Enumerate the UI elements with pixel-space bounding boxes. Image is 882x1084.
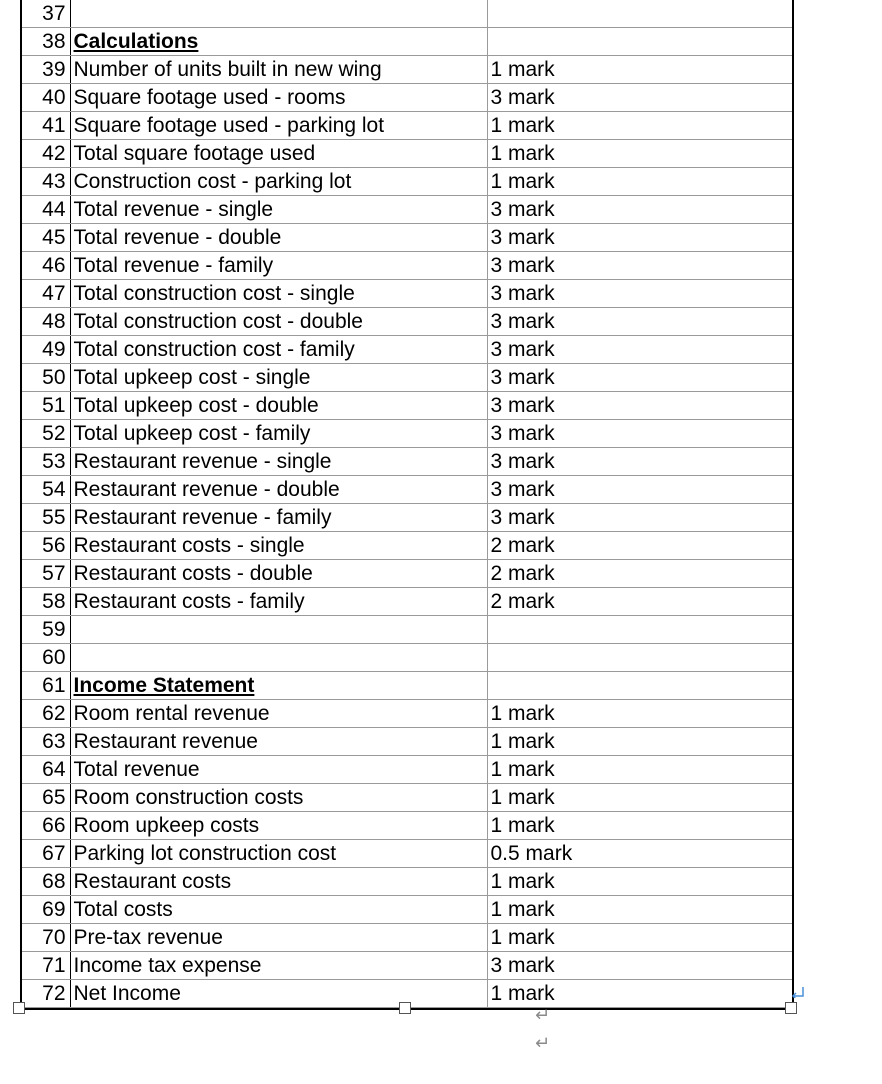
mark-value-cell[interactable]: 1 mark	[487, 868, 792, 896]
row-number: 54	[22, 476, 70, 504]
mark-value-cell[interactable]: 1 mark	[487, 812, 792, 840]
item-label: Number of units built in new wing	[73, 58, 382, 81]
mark-value-cell[interactable]: 3 mark	[487, 280, 792, 308]
item-label-cell[interactable]	[70, 56, 487, 84]
item-label: Total square footage used	[73, 142, 316, 165]
item-label-cell[interactable]	[70, 560, 487, 588]
mark-value-cell[interactable]: 2 mark	[487, 532, 792, 560]
item-label: Total costs	[73, 898, 173, 921]
table-row	[22, 448, 792, 476]
row-number: 38	[22, 28, 70, 56]
table-row	[22, 504, 792, 532]
table-row	[22, 196, 792, 224]
row-number: 60	[22, 644, 70, 672]
item-label-cell[interactable]	[70, 924, 487, 952]
mark-value-cell[interactable]: 3 mark	[487, 504, 792, 532]
row-number: 40	[22, 84, 70, 112]
mark-value-cell[interactable]: 3 mark	[487, 336, 792, 364]
row-number: 37	[22, 0, 70, 28]
row-number: 56	[22, 532, 70, 560]
item-label-cell[interactable]	[70, 168, 487, 196]
section-heading-cell[interactable]	[70, 28, 487, 56]
item-label-cell[interactable]	[70, 784, 487, 812]
item-label-cell[interactable]	[70, 588, 487, 616]
row-number: 66	[22, 812, 70, 840]
mark-value-cell[interactable]: 3 mark	[487, 952, 792, 980]
cell-end-marker-icon	[791, 986, 805, 998]
row-number: 47	[22, 280, 70, 308]
table-row	[22, 392, 792, 420]
mark-value-cell[interactable]: 1 mark	[487, 728, 792, 756]
row-number: 59	[22, 616, 70, 644]
mark-value-cell[interactable]: 1 mark	[487, 980, 792, 1008]
table-row	[22, 924, 792, 952]
item-label: Construction cost - parking lot	[73, 170, 352, 193]
row-number: 42	[22, 140, 70, 168]
item-label: Restaurant costs - family	[73, 590, 305, 613]
row-number: 62	[22, 700, 70, 728]
row-number: 69	[22, 896, 70, 924]
item-label: Total construction cost - single	[73, 282, 355, 305]
item-label-cell[interactable]	[70, 952, 487, 980]
table-row	[22, 700, 792, 728]
row-number: 65	[22, 784, 70, 812]
mark-value-cell[interactable]: 3 mark	[487, 84, 792, 112]
table-row	[22, 308, 792, 336]
section-heading-cell[interactable]	[70, 672, 487, 700]
mark-value-cell[interactable]: 1 mark	[487, 924, 792, 952]
item-label: Restaurant costs - single	[73, 534, 305, 557]
mark-value-cell[interactable]: 2 mark	[487, 588, 792, 616]
paragraph-return-icon: ↵	[535, 1033, 551, 1054]
item-label-cell[interactable]	[70, 700, 487, 728]
item-label-cell[interactable]	[70, 644, 487, 672]
item-label: Total construction cost - family	[73, 338, 355, 361]
table-row	[22, 644, 792, 672]
table-row	[22, 616, 792, 644]
mark-value-cell[interactable]: 1 mark	[487, 784, 792, 812]
mark-value-cell[interactable]	[487, 0, 792, 28]
item-label: Total revenue	[73, 758, 200, 781]
mark-value-cell[interactable]: 1 mark	[487, 896, 792, 924]
item-label-cell[interactable]	[70, 420, 487, 448]
mark-value-cell[interactable]: 3 mark	[487, 308, 792, 336]
mark-value-cell[interactable]: 1 mark	[487, 700, 792, 728]
item-label: Restaurant costs - double	[73, 562, 313, 585]
mark-value-cell[interactable]: 3 mark	[487, 392, 792, 420]
item-label: Parking lot construction cost	[73, 842, 337, 865]
table-row	[22, 560, 792, 588]
mark-value-cell[interactable]: 3 mark	[487, 196, 792, 224]
item-label: Restaurant revenue - double	[73, 478, 340, 501]
table-row	[22, 112, 792, 140]
item-label-cell[interactable]	[70, 0, 487, 28]
row-number: 41	[22, 112, 70, 140]
row-number: 70	[22, 924, 70, 952]
table-row	[22, 756, 792, 784]
mark-value-cell[interactable]	[487, 28, 792, 56]
item-label-cell[interactable]	[70, 532, 487, 560]
item-label: Pre-tax revenue	[73, 926, 223, 949]
mark-value-cell[interactable]: 1 mark	[487, 168, 792, 196]
item-label-cell[interactable]	[70, 476, 487, 504]
table-row	[22, 840, 792, 868]
item-label: Total upkeep cost - single	[73, 366, 311, 389]
item-label-cell[interactable]	[70, 280, 487, 308]
table-row	[22, 140, 792, 168]
row-number: 46	[22, 252, 70, 280]
item-label: Square footage used - parking lot	[73, 114, 385, 137]
row-number: 49	[22, 336, 70, 364]
row-number: 72	[22, 980, 70, 1008]
table-body	[22, 0, 792, 1008]
table-row	[22, 476, 792, 504]
item-label-cell[interactable]	[70, 868, 487, 896]
item-label-cell[interactable]	[70, 896, 487, 924]
row-number: 53	[22, 448, 70, 476]
item-label-cell[interactable]	[70, 364, 487, 392]
item-label-cell[interactable]	[70, 112, 487, 140]
table-row	[22, 168, 792, 196]
item-label-cell[interactable]	[70, 980, 487, 1008]
table-row	[22, 728, 792, 756]
row-number: 43	[22, 168, 70, 196]
item-label-cell[interactable]	[70, 224, 487, 252]
marking-table	[22, 0, 792, 1008]
item-label-cell[interactable]	[70, 196, 487, 224]
item-label: Restaurant revenue - family	[73, 506, 332, 529]
row-number: 45	[22, 224, 70, 252]
item-label: Total revenue - single	[73, 198, 274, 221]
table-row	[22, 588, 792, 616]
mark-value-cell[interactable]: 1 mark	[487, 112, 792, 140]
mark-value-cell[interactable]: 1 mark	[487, 140, 792, 168]
row-number: 57	[22, 560, 70, 588]
paragraph-return-icon: ↵	[535, 1005, 551, 1026]
row-number: 44	[22, 196, 70, 224]
item-label-cell[interactable]	[70, 812, 487, 840]
item-label-cell[interactable]	[70, 448, 487, 476]
mark-value-cell[interactable]: 3 mark	[487, 448, 792, 476]
item-label: Total upkeep cost - double	[73, 394, 319, 417]
item-label-cell[interactable]	[70, 756, 487, 784]
item-label: Square footage used - rooms	[73, 86, 346, 109]
item-label-cell[interactable]	[70, 840, 487, 868]
item-label-cell[interactable]	[70, 84, 487, 112]
table-row	[22, 364, 792, 392]
mark-value-cell[interactable]: 2 mark	[487, 560, 792, 588]
item-label: Restaurant revenue - single	[73, 450, 332, 473]
table-row	[22, 224, 792, 252]
row-number: 39	[22, 56, 70, 84]
row-number: 50	[22, 364, 70, 392]
mark-value-cell[interactable]: 3 mark	[487, 420, 792, 448]
item-label-cell[interactable]	[70, 392, 487, 420]
item-label-cell[interactable]	[70, 616, 487, 644]
item-label: Restaurant revenue	[73, 730, 258, 753]
table-row	[22, 56, 792, 84]
item-label-cell[interactable]	[70, 504, 487, 532]
item-label: Net Income	[73, 982, 181, 1005]
item-label: Room construction costs	[73, 786, 304, 809]
mark-value-cell[interactable]	[487, 644, 792, 672]
table-row	[22, 784, 792, 812]
item-label: Total construction cost - double	[73, 310, 363, 333]
item-label-cell[interactable]	[70, 308, 487, 336]
row-number: 71	[22, 952, 70, 980]
table-row	[22, 280, 792, 308]
section-heading: Income Statement	[73, 674, 255, 697]
item-label: Total revenue - double	[73, 226, 282, 249]
table-row	[22, 896, 792, 924]
item-label-cell[interactable]	[70, 252, 487, 280]
mark-value-cell[interactable]	[487, 616, 792, 644]
resize-handle-bottom-right[interactable]	[785, 1002, 797, 1014]
mark-value-cell[interactable]: 3 mark	[487, 224, 792, 252]
table-row	[22, 84, 792, 112]
row-number: 67	[22, 840, 70, 868]
row-number: 55	[22, 504, 70, 532]
table-row	[22, 868, 792, 896]
table-row	[22, 28, 792, 56]
item-label: Income tax expense	[73, 954, 262, 977]
resize-handle-bottom-left[interactable]	[13, 1002, 25, 1014]
row-number: 63	[22, 728, 70, 756]
section-heading: Calculations	[73, 30, 199, 53]
table-row	[22, 672, 792, 700]
row-number: 68	[22, 868, 70, 896]
item-label: Room upkeep costs	[73, 814, 260, 837]
item-label: Room rental revenue	[73, 702, 270, 725]
table-row	[22, 532, 792, 560]
item-label-cell[interactable]	[70, 140, 487, 168]
table-row	[22, 420, 792, 448]
table-row	[22, 0, 792, 28]
mark-value-cell[interactable]: 3 mark	[487, 252, 792, 280]
row-number: 51	[22, 392, 70, 420]
mark-value-cell[interactable]: 3 mark	[487, 476, 792, 504]
table-row	[22, 952, 792, 980]
table-row	[22, 336, 792, 364]
item-label-cell[interactable]	[70, 728, 487, 756]
mark-value-cell[interactable]: 0.5 mark	[487, 840, 792, 868]
mark-value-cell[interactable]	[487, 672, 792, 700]
row-number: 58	[22, 588, 70, 616]
table-row	[22, 252, 792, 280]
item-label: Restaurant costs	[73, 870, 232, 893]
resize-handle-bottom-center[interactable]	[399, 1002, 411, 1014]
item-label-cell[interactable]	[70, 336, 487, 364]
row-number: 61	[22, 672, 70, 700]
table-row	[22, 812, 792, 840]
item-label: Total revenue - family	[73, 254, 274, 277]
mark-value-cell[interactable]: 3 mark	[487, 364, 792, 392]
mark-value-cell[interactable]: 1 mark	[487, 756, 792, 784]
item-label: Total upkeep cost - family	[73, 422, 311, 445]
row-number: 64	[22, 756, 70, 784]
spreadsheet-table	[20, 0, 794, 1010]
mark-value-cell[interactable]: 1 mark	[487, 56, 792, 84]
row-number: 52	[22, 420, 70, 448]
row-number: 48	[22, 308, 70, 336]
